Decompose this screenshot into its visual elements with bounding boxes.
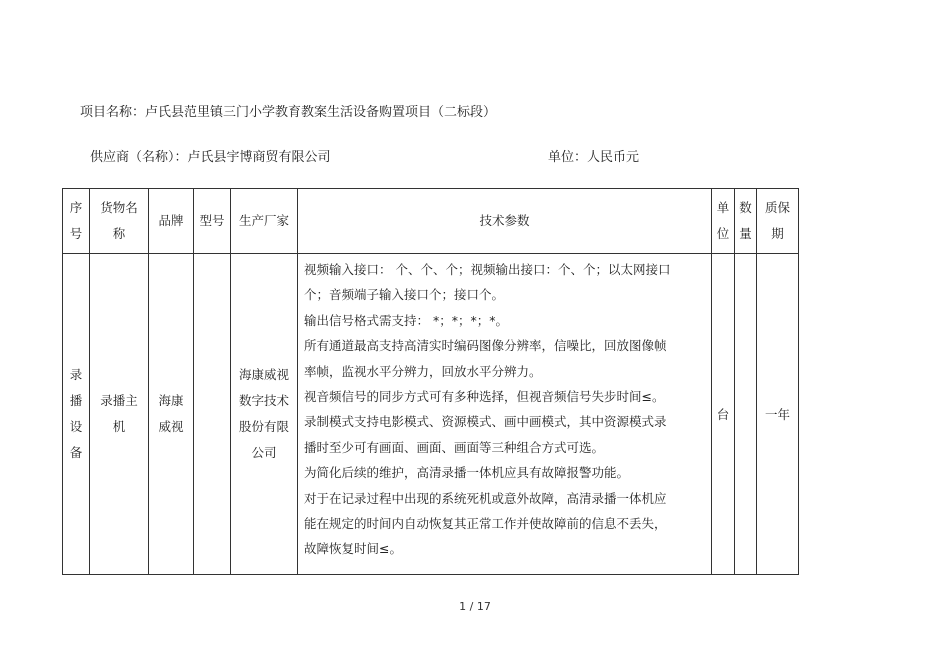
cell-quantity — [735, 254, 757, 575]
tech-line: 播时至少可有画面、画面、画面等三种组合方式可选。 — [304, 439, 605, 455]
tech-line: 个；音频端子输入接口个；接口个。 — [304, 287, 505, 303]
header-unit: 单位 — [712, 189, 735, 254]
tech-line: 视频输入接口： 个、个、个；视频输出接口：个、个；以太网接口 — [304, 262, 671, 277]
header-seq: 序号 — [63, 189, 90, 254]
tech-line: 所有通道最高支持高清实时编码图像分辨率，信噪比，回放图像帧 — [304, 338, 667, 354]
header-goods-name: 货物名称 — [90, 189, 149, 254]
table-row — [63, 254, 799, 575]
page-number: 1 / 17 — [459, 600, 491, 613]
tech-line: 故障恢复时间≤。 — [304, 541, 402, 557]
header-quantity: 数量 — [735, 189, 757, 254]
goods-table — [62, 188, 799, 575]
project-name: 项目名称：卢氏县范里镇三门小学教育教案生活设备购置项目（二标段） — [80, 105, 497, 120]
tech-line: 率帧，监视水平分辨力，回放水平分辨力。 — [304, 363, 542, 379]
currency-unit: 单位：人民币元 — [548, 150, 640, 165]
header-manufacturer: 生产厂家 — [231, 189, 298, 254]
cell-tech-params — [298, 254, 712, 575]
cell-manufacturer: 海康威视数字技术股份有限公司 — [231, 254, 298, 575]
header-model: 型号 — [194, 189, 231, 254]
header-warranty: 质保期 — [757, 189, 799, 254]
header-brand: 品牌 — [149, 189, 194, 254]
tech-line: 对于在记录过程中出现的系统死机或意外故障，高清录播一体机应 — [304, 490, 667, 506]
tech-line: 为简化后续的维护，高清录播一体机应具有故障报警功能。 — [304, 465, 630, 481]
tech-line: 视音频信号的同步方式可有多种选择，但视音频信号失步时间≤。 — [304, 389, 665, 405]
cell-seq: 录播设备 — [63, 254, 90, 575]
cell-model — [194, 254, 231, 575]
header-tech-params: 技术参数 — [298, 189, 712, 254]
cell-brand: 海康威视 — [149, 254, 194, 575]
table-header-row — [63, 189, 799, 254]
cell-warranty: 一年 — [757, 254, 799, 575]
supplier-name: 供应商（名称）：卢氏县宇博商贸有限公司 — [90, 150, 331, 165]
tech-line: 能在规定的时间内自动恢复其正常工作并使故障前的信息不丢失， — [304, 516, 667, 532]
cell-unit: 台 — [712, 254, 735, 575]
cell-goods-name: 录播主机 — [90, 254, 149, 575]
tech-line: 输出信号格式需支持： *；*；*；*。 — [304, 312, 508, 328]
tech-line: 录制模式支持电影模式、资源模式、画中画模式，其中资源模式录 — [304, 414, 667, 430]
